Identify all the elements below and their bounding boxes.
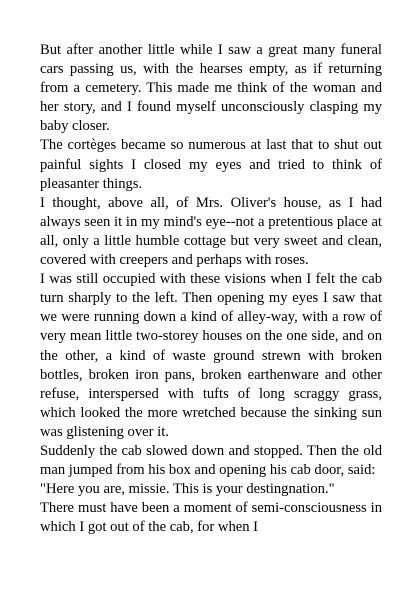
paragraph-cab-stopped: Suddenly the cab slowed down and stopped. Then the old man jumped from his box and opening his cab door, said: (40, 442, 382, 479)
paragraph-semi-consciousness: There must have been a moment of semi-consciousness in which I got out of the cab, for when I (40, 500, 382, 536)
document-page (40, 41, 382, 537)
paragraph-funeral-cars: But after another little while I saw a great many funeral cars passing us, with the hearses empty, as if returning from a cemetery. This made me think of the woman and her story, and I found myself unconsciously clasping my baby closer. (40, 42, 382, 135)
paragraph-dialogue: "Here you are, missie. This is your destingnation." (40, 481, 335, 498)
paragraph-cab-turn: I was still occupied with these visions when I felt the cab turn sharply to the left. Then opening my eyes I saw that we were running down a kind of alley-way, with a row of very mean little two-storey houses on the one side, and on the other, a kind of waste ground strewn with broken bottles, broken iron pans, broken earthenware and other refuse, interspersed with tufts of long scraggy grass, which looked the more wretched because the sinking sun was glistening over it. (40, 271, 382, 440)
paragraph-corteges: The cortèges became so numerous at last that to shut out painful sights I closed my eyes and tried to think of pleasanter things. (40, 137, 382, 192)
paragraph-mrs-oliver-house: I thought, above all, of Mrs. Oliver's house, as I had always seen it in my mind's eye--not a pretentious place at all, only a little humble cottage but very sweet and clean, covered with creepers and perhaps with roses. (40, 194, 382, 269)
